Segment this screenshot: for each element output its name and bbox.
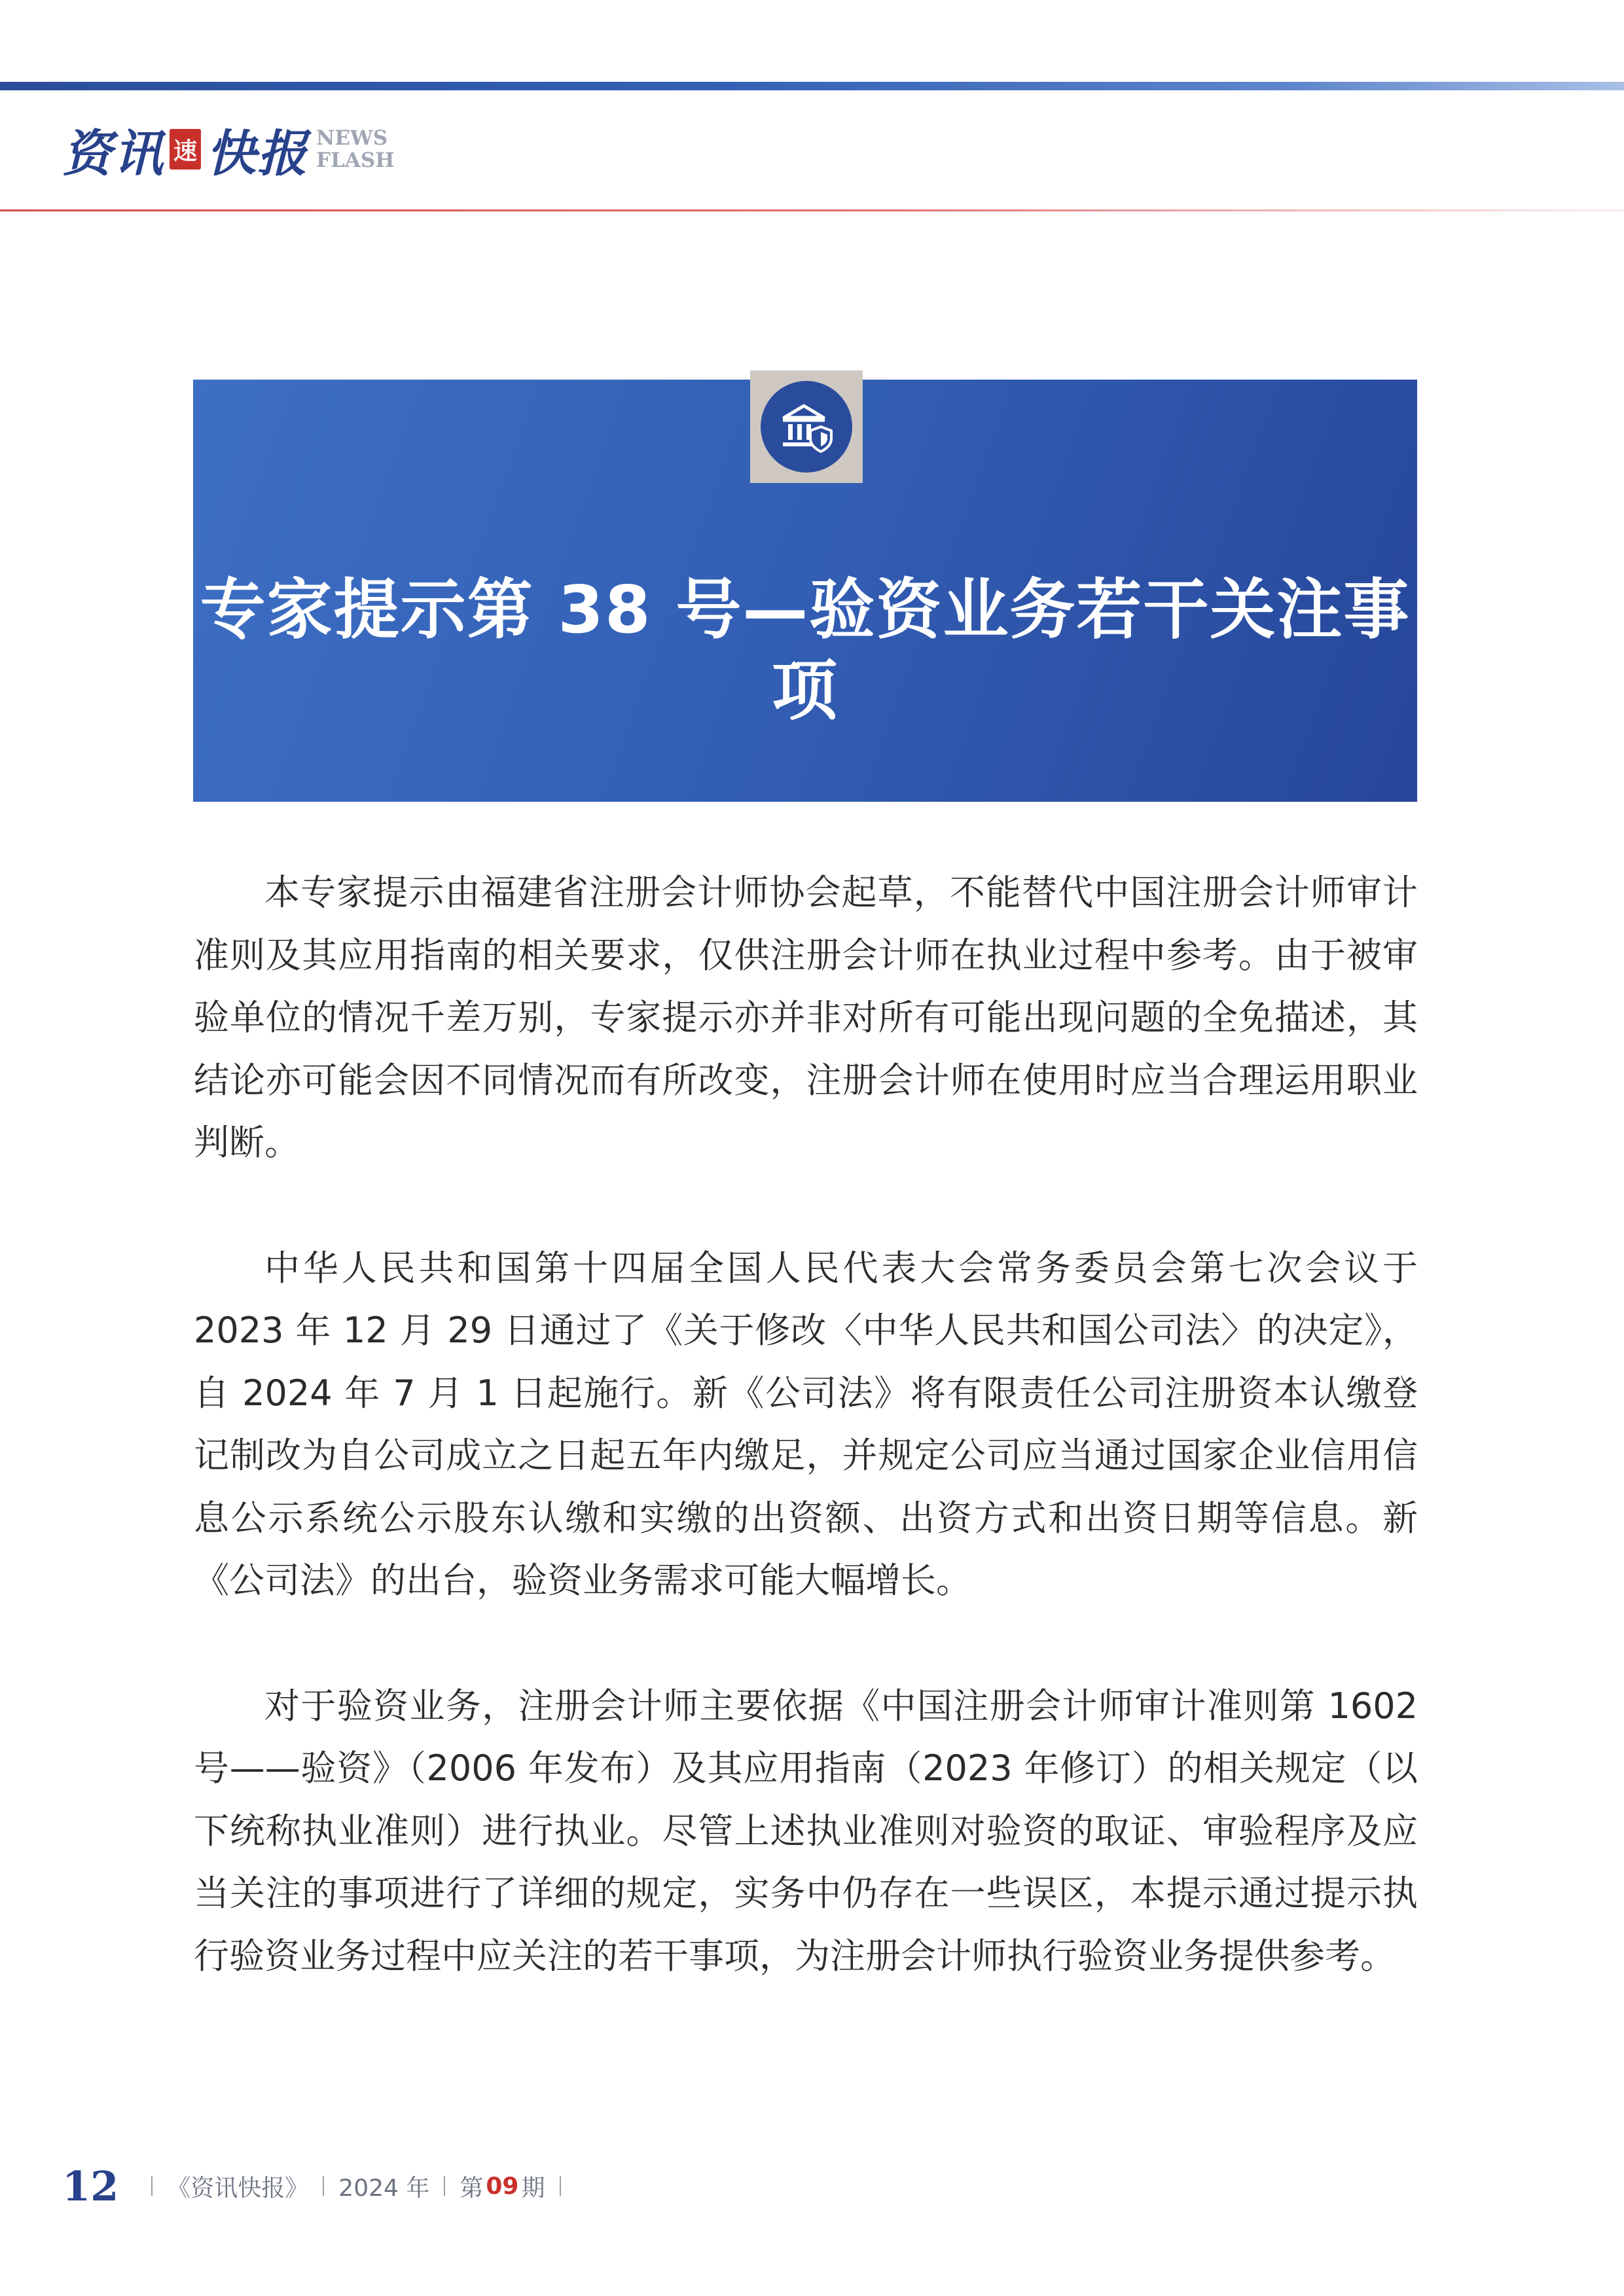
- bank-shield-icon: [761, 381, 852, 473]
- header-brand-logo: [62, 110, 395, 188]
- footer-separator: [560, 2176, 561, 2196]
- paragraph-capital-verification: 对于验资业务，注册会计师主要依据《中国注册会计师审计准则第 1602 号——验资》（2006 年发布）及其应用指南（2023 年修订）的相关规定（以下统称执业准则）进行执业。尽管上述执业准则对验资的取证、审验程序及应当关注的事项进行了详细的规定，实务中仍存在一些误区，本提示通过提示执行验资业务过程中应关注的若干事项，为注册会计师执行验资业务提供参考。: [194, 1685, 1418, 1977]
- banner-icon-frame: [750, 370, 863, 483]
- page-title: 专家提示第 38 号—验资业务若干关注事项: [200, 571, 1411, 729]
- footer-issue-number: 09: [486, 2172, 519, 2200]
- footer-issue-prefix: 第: [460, 2174, 484, 2202]
- footer-separator: [323, 2176, 324, 2196]
- footer-year: 2024 年: [338, 2174, 430, 2202]
- brand-english: [316, 127, 395, 171]
- brand-title-left: 资讯: [62, 124, 164, 183]
- brand-title-right: 快报: [206, 124, 308, 183]
- header-top-bar: [0, 82, 1624, 90]
- page-number: 12: [62, 2162, 119, 2210]
- bank-shield-icon-graphic: [775, 395, 838, 458]
- footer-separator: [151, 2176, 153, 2196]
- brand-seal-stamp: 速: [170, 129, 201, 170]
- brand-english-line-1: NEWS: [316, 126, 388, 150]
- article-body: [194, 861, 1418, 2050]
- page-footer: [62, 2160, 575, 2212]
- brand-english-line-2: FLASH: [316, 149, 395, 172]
- footer-separator: [444, 2176, 445, 2196]
- header-divider-line: [0, 209, 1624, 211]
- footer-issue-suffix: 期: [521, 2174, 545, 2202]
- paragraph-disclaimer: 本专家提示由福建省注册会计师协会起草，不能替代中国注册会计师审计准则及其应用指南的相关要求，仅供注册会计师在执业过程中参考。由于被审验单位的情况千差万别，专家提示亦并非对所有可能出现问题的全免描述，其结论亦可能会因不同情况而有所改变，注册会计师在使用时应当合理运用职业判断。: [194, 872, 1418, 1163]
- footer-publication: 《资讯快报》: [167, 2174, 309, 2202]
- paragraph-company-law: 中华人民共和国第十四届全国人民代表大会常务委员会第七次会议于 2023 年 12 月 29 日通过了《关于修改〈中华人民共和国公司法〉的决定》，自 2024 年 7 月 1 日起施行。新《公司法》将有限责任公司注册资本认缴登记制改为自公司成立之日起五年内缴足，并规定公司应当通过国家企业信用信息公示系统公示股东认缴和实缴的出资额、出资方式和出资日期等信息。新《公司法》的出台，验资业务需求可能大幅增长。: [194, 1247, 1418, 1601]
